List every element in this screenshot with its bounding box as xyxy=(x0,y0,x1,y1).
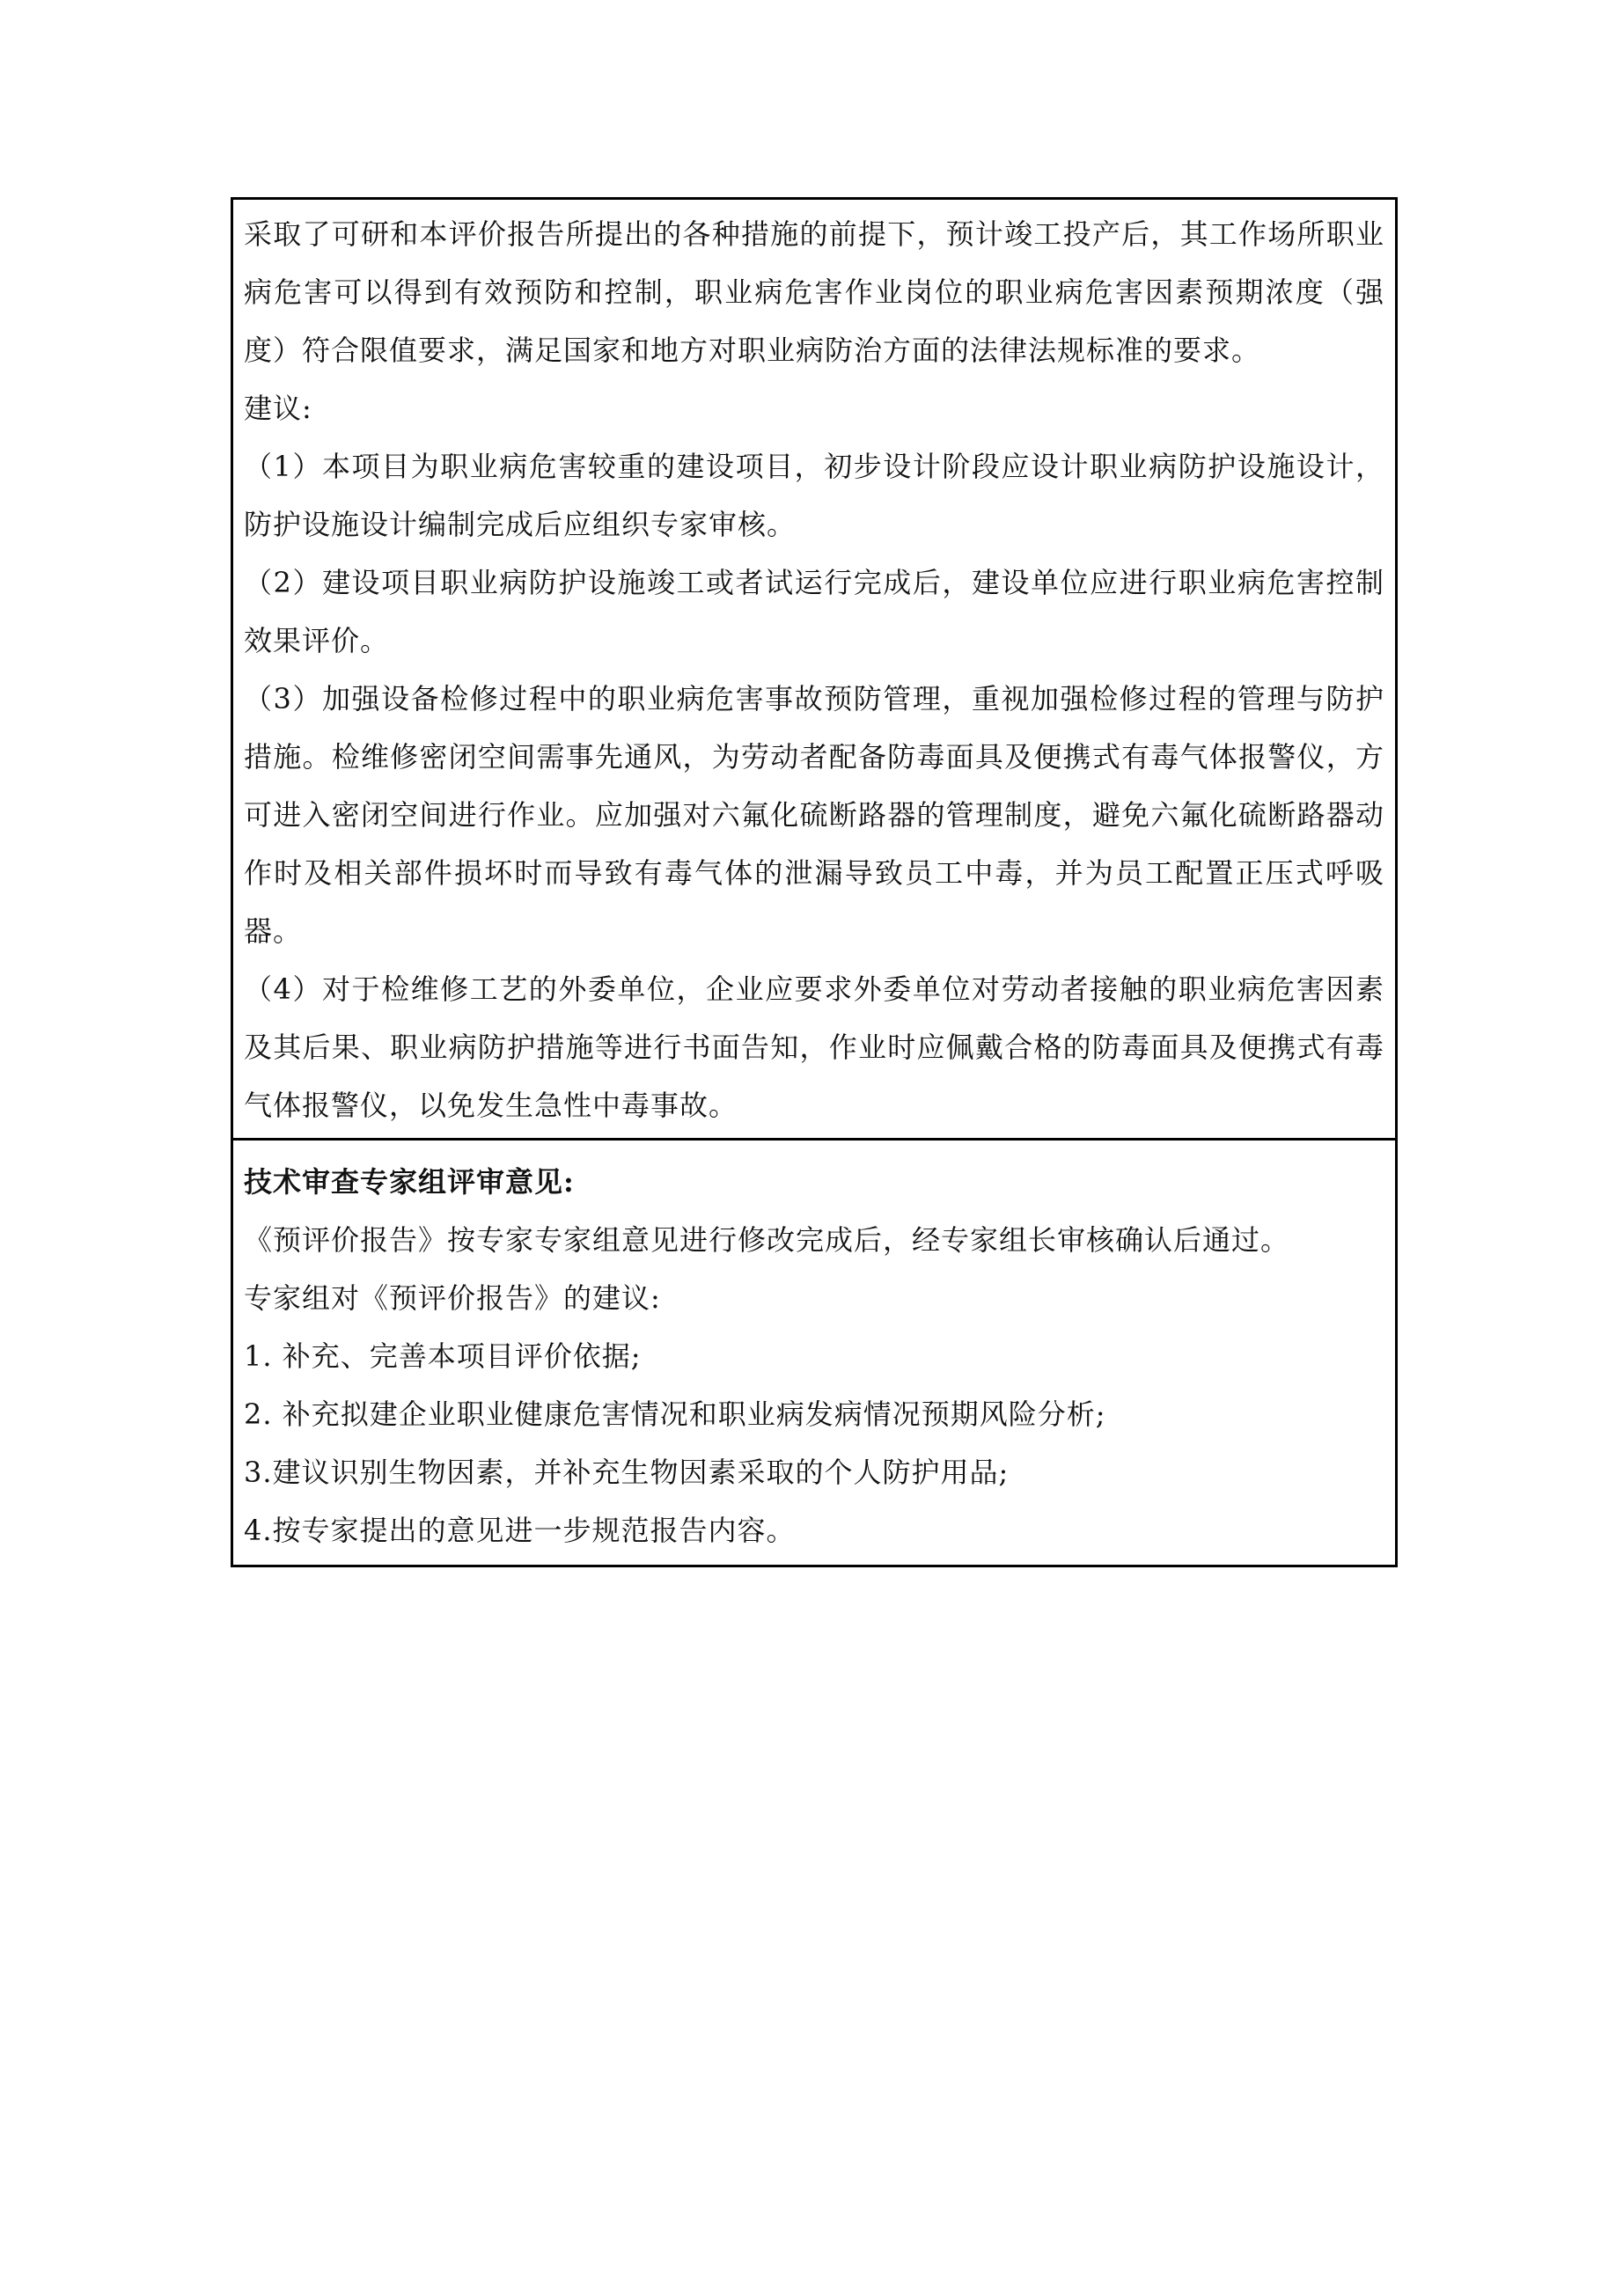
suggestion-item-4: （4）对于检维修工艺的外委单位，企业应要求外委单位对劳动者接触的职业病危害因素及其后果、职业病防护措施等进行书面告知，作业时应佩戴合格的防毒面具及便携式有毒气体报警仪，以免发生急性中毒事故。 xyxy=(244,972,1384,1122)
conclusion-cell xyxy=(233,200,1395,1141)
expert-review-heading: 技术审查专家组评审意见: xyxy=(244,1165,575,1199)
expert-item-2: 2. 补充拟建企业职业健康危害情况和职业病发病情况预期风险分析; xyxy=(244,1397,1106,1431)
suggestions-heading: 建议: xyxy=(244,392,312,425)
suggestion-item-3: （3）加强设备检修过程中的职业病危害事故预防管理，重视加强检修过程的管理与防护措施。检维修密闭空间需事先通风，为劳动者配备防毒面具及便携式有毒气体报警仪，方可进入密闭空间进行作业。应加强对六氟化硫断路器的管理制度，避免六氟化硫断路器动作时及相关部件损坏时而导致有毒气体的泄漏导致员工中毒，并为员工配置正压式呼吸器。 xyxy=(244,682,1384,948)
expert-item-4: 4.按专家提出的意见进一步规范报告内容。 xyxy=(244,1514,796,1547)
expert-item-3: 3.建议识别生物因素，并补充生物因素采取的个人防护用品; xyxy=(244,1456,1010,1489)
expert-item-1: 1. 补充、完善本项目评价依据; xyxy=(244,1339,642,1373)
conclusion-text: 采取了可研和本评价报告所提出的各种措施的前提下，预计竣工投产后，其工作场所职业病危害可以得到有效预防和控制，职业病危害作业岗位的职业病危害因素预期浓度（强度）符合限值要求，满足国家和地方对职业病防治方面的法律法规标准的要求。 xyxy=(244,217,1384,367)
expert-suggestions-intro: 专家组对《预评价报告》的建议: xyxy=(244,1281,661,1315)
suggestion-item-1: （1）本项目为职业病危害较重的建设项目，初步设计阶段应设计职业病防护设施设计，防护设施设计编制完成后应组织专家审核。 xyxy=(244,450,1384,541)
expert-review-cell xyxy=(233,1141,1395,1565)
review-table xyxy=(231,197,1398,1567)
expert-approval-text: 《预评价报告》按专家专家组意见进行修改完成后，经专家组长审核确认后通过。 xyxy=(244,1223,1290,1257)
suggestion-item-2: （2）建设项目职业病防护设施竣工或者试运行完成后，建设单位应进行职业病危害控制效果评价。 xyxy=(244,566,1384,657)
